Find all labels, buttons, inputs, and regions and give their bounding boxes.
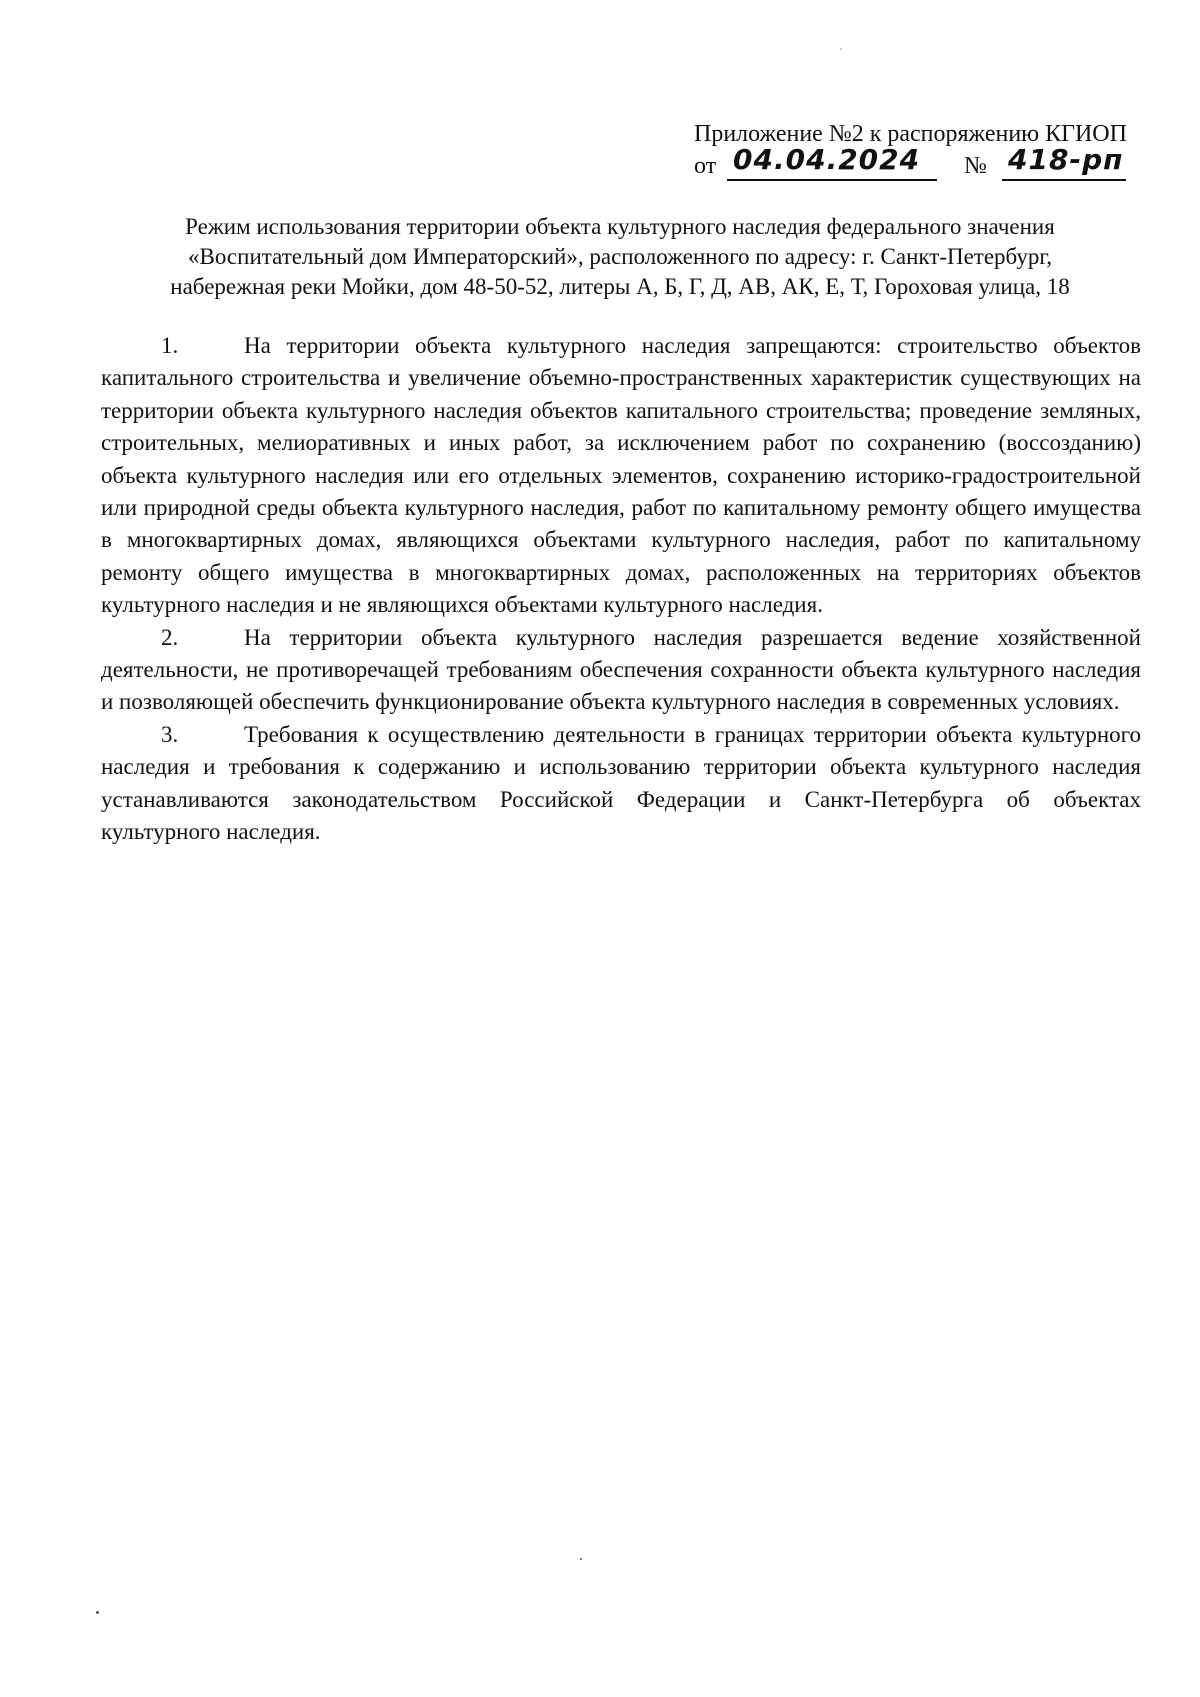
paragraph-3	[101, 719, 1141, 849]
paragraph-number: 3.	[161, 721, 179, 747]
paragraph-text: На территории объекта культурного наследия запрещаются: строительство объектов капитального строительства и увеличение объемно-пространственных характеристик существующих на территории объекта культурного наследия объектов капитального строительства; проведение земляных, строительных, мелиоративных и иных работ, за исключением работ по сохранению (воссозданию) объекта культурного наследия или его отдельных элементов, сохранению историко-градостроительной или природной среды объекта культурного наследия, работ по капитальному ремонту общего имущества в многоквартирных домах, являющихся объектами культурного наследия, работ по капитальному ремонту общего имущества в многоквартирных домах, расположенных на территориях объектов культурного наследия и не являющихся объектами культурного наследия.	[101, 333, 1141, 618]
paragraph-2	[101, 622, 1141, 719]
paragraph-text: На территории объекта культурного наследия разрешается ведение хозяйственной деятельности, не противоречащей требованиям обеспечения сохранности объекта культурного наследия и позволяющей обеспечить функционирование объекта культурного наследия в современных условиях.	[101, 624, 1141, 715]
paragraph-number: 2.	[161, 624, 179, 650]
appendix-header	[694, 119, 1134, 185]
scan-speck	[580, 1558, 582, 1560]
appendix-reference: Приложение №2 к распоряжению КГИОП	[694, 121, 1127, 147]
from-label: от	[694, 153, 717, 179]
order-date-number-line	[694, 143, 1134, 185]
document-title	[100, 212, 1140, 302]
scan-speck	[96, 1611, 99, 1614]
title-line-1: Режим использования территории объекта культурного наследия федерального значения	[185, 214, 1055, 239]
paragraph-1	[101, 330, 1141, 622]
paragraph-number: 1.	[161, 333, 179, 358]
order-number-field	[1002, 143, 1126, 181]
title-line-2: «Воспитательный дом Императорский», расположенного по адресу: г. Санкт-Петербург,	[188, 244, 1052, 269]
order-number-handwritten: 418-рп	[1008, 143, 1124, 176]
paragraph-text: Требования к осуществлению деятельности в границах территории объекта культурного наследия и требования к содержанию и использованию территории объекта культурного наследия устанавливаются законодательством Российской Федерации и Санкт-Петербурга об объектах культурного наследия.	[101, 721, 1141, 845]
scan-speck	[840, 48, 842, 50]
number-sign-label: №	[964, 153, 987, 179]
title-line-3: набережная реки Мойки, дом 48-50-52, литеры А, Б, Г, Д, АВ, АК, Е, Т, Гороховая улица, 18	[170, 274, 1070, 299]
order-date-handwritten: 04.04.2024	[733, 143, 921, 176]
order-date-field	[727, 143, 937, 181]
document-body	[101, 330, 1141, 849]
